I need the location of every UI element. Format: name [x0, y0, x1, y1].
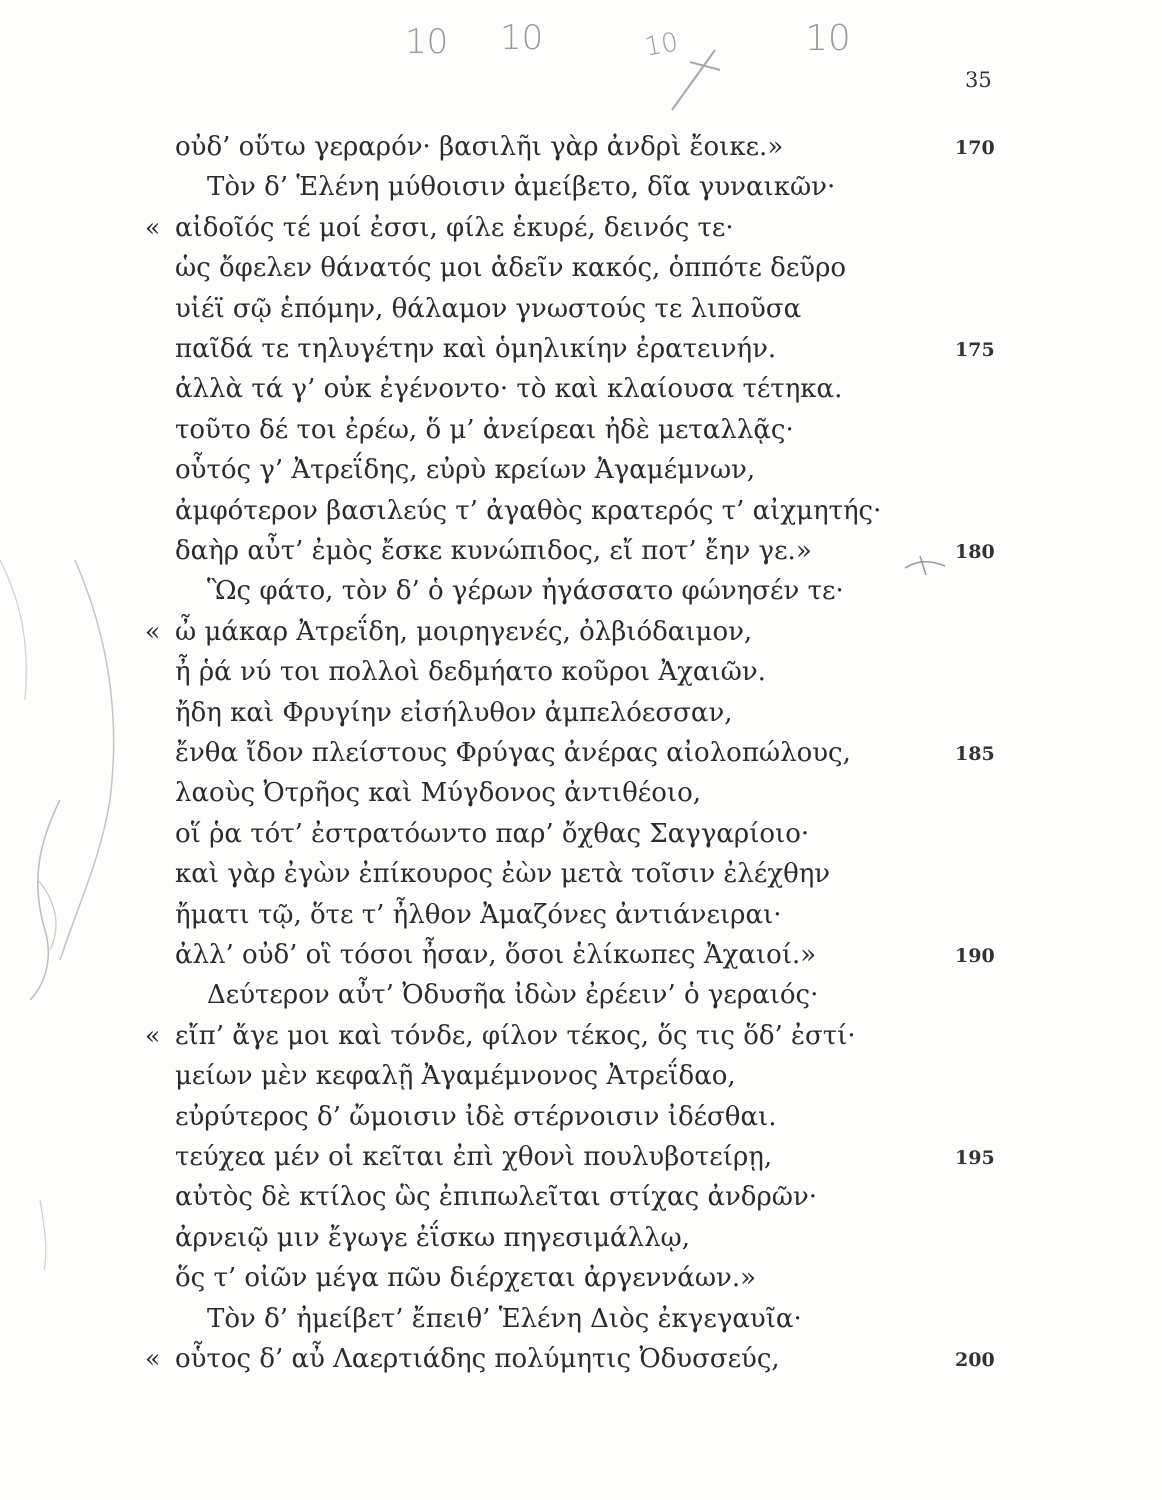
verse-line: [0, 1221, 1162, 1261]
verse-line: [0, 1342, 1162, 1382]
verse-line: [0, 938, 1162, 978]
line-number: 200: [955, 1349, 995, 1371]
verse-line: [0, 1140, 1162, 1180]
line-number: 195: [955, 1147, 995, 1169]
opening-quote-mark: «: [145, 1020, 161, 1050]
verse-text: λαοὺς Ὀτρῆος καὶ Μύγδονος ἀντιθέοιο,: [175, 778, 702, 809]
verse-line: [0, 857, 1162, 897]
verse-line: [0, 776, 1162, 816]
verse-text: ὅς τ’ οἰῶν μέγα πῶυ διέρχεται ἀργεννάων.»: [175, 1263, 757, 1294]
verse-line: [0, 211, 1162, 251]
verse-text: ἤματι τῷ, ὅτε τ’ ἦλθον Ἀμαζόνες ἀντιάνειραι·: [175, 899, 782, 930]
verse-text: παῖδά τε τηλυγέτην καὶ ὁμηλικίην ἐρατεινήν.: [175, 334, 777, 364]
verse-line: [0, 1302, 1162, 1342]
verse-text: ἀλλ’ οὐδ’ οἳ τόσοι ἦσαν, ὅσοι ἑλίκωπες Ἀχαιοί.»: [175, 940, 817, 970]
line-number: 190: [955, 945, 995, 967]
verse-text: οὗτος δ’ αὖ Λαερτιάδης πολύμητις Ὀδυσσεύς,: [175, 1344, 780, 1374]
verse-line: [0, 1180, 1162, 1220]
opening-quote-mark: «: [145, 212, 161, 242]
verse-text: Δεύτερον αὖτ’ Ὀδυσῆα ἰδὼν ἐρέειν’ ὁ γεραιός·: [207, 980, 819, 1011]
verse-text: ἔνθα ἴδον πλείστους Φρύγας ἀνέρας αἰολοπώλους,: [175, 738, 851, 768]
verse-text: οὗτός γ’ Ἀτρεΐδης, εὐρὺ κρείων Ἀγαμέμνων,: [175, 455, 756, 486]
verse-text: ἀλλὰ τά γ’ οὐκ ἐγένοντο· τὸ καὶ κλαίουσα τέτηκα.: [175, 374, 843, 405]
verse-text: ἦ ῥά νύ τοι πολλοὶ δεδμήατο κοῦροι Ἀχαιῶν.: [175, 657, 766, 688]
verse-line: [0, 413, 1162, 453]
verse-text: ὦ μάκαρ Ἀτρεΐδη, μοιρηγενές, ὀλβιόδαιμον,: [175, 616, 753, 647]
verse-text: εἴπ’ ἄγε μοι καὶ τόνδε, φίλον τέκος, ὅς τις ὅδ’ ἐστί·: [175, 1020, 856, 1051]
verse-line: [0, 898, 1162, 938]
verse-text: ἀρνειῷ μιν ἔγωγε ἐΐσκω πηγεσιμάλλῳ,: [175, 1222, 691, 1253]
line-number: 185: [955, 743, 995, 765]
verse-text: τεύχεα μέν οἱ κεῖται ἐπὶ χθονὶ πουλυβοτείρῃ,: [175, 1142, 773, 1172]
pencil-note-1: 10: [405, 22, 449, 62]
pencil-note-2: 10: [500, 18, 544, 58]
verse-text: Ὣς φάτο, τὸν δ’ ὁ γέρων ἠγάσσατο φώνησέν τε·: [207, 576, 844, 607]
verse-text: ἀμφότερον βασιλεύς τ’ ἀγαθὸς κρατερός τ’ αἰχμητής·: [175, 495, 882, 526]
verse-line: [0, 534, 1162, 574]
verse-line: [0, 251, 1162, 291]
verse-line: [0, 1261, 1162, 1301]
verse-line: [0, 332, 1162, 372]
pencil-note-3: 10: [642, 27, 681, 63]
verse-text: ἤδη καὶ Φρυγίην εἰσήλυθον ἀμπελόεσσαν,: [175, 697, 733, 728]
verse-line: [0, 817, 1162, 857]
verse-line: [0, 1059, 1162, 1099]
verse-line: [0, 978, 1162, 1018]
line-number: 180: [955, 541, 995, 563]
verse-line: [0, 170, 1162, 210]
verse-line: [0, 1019, 1162, 1059]
line-number: 170: [955, 137, 995, 159]
verse-text: δαὴρ αὖτ’ ἐμὸς ἔσκε κυνώπιδος, εἴ ποτ’ ἔην γε.»: [175, 536, 812, 566]
opening-quote-mark: «: [145, 616, 161, 646]
verse-text: μείων μὲν κεφαλῇ Ἀγαμέμνονος Ἀτρεΐδαο,: [175, 1061, 736, 1092]
verse-text: Τὸν δ’ ἠμείβετ’ ἔπειθ’ Ἑλένη Διὸς ἐκγεγαυῖα·: [207, 1303, 802, 1334]
pencil-note-4: 10: [805, 18, 851, 59]
verse-line: [0, 736, 1162, 776]
line-number: 175: [955, 339, 995, 361]
verse-text: υἱέϊ σῷ ἑπόμην, θάλαμον γνωστούς τε λιποῦσα: [175, 293, 802, 324]
verse-line: [0, 494, 1162, 534]
verse-line: [0, 292, 1162, 332]
verse-text: καὶ γὰρ ἐγὼν ἐπίκουρος ἐὼν μετὰ τοῖσιν ἐλέχθην: [175, 859, 831, 890]
page-number: 35: [965, 68, 992, 92]
verse-line: [0, 655, 1162, 695]
verse-text: τοῦτο δέ τοι ἐρέω, ὅ μ’ ἀνείρεαι ἠδὲ μεταλλᾷς·: [175, 414, 794, 445]
verse-line: [0, 615, 1162, 655]
opening-quote-mark: «: [145, 1344, 161, 1373]
verse-text: Τὸν δ’ Ἑλένη μύθοισιν ἀμείβετο, δῖα γυναικῶν·: [207, 172, 836, 203]
verse-line: [0, 372, 1162, 412]
verse-line: [0, 453, 1162, 493]
verse-text: αἰδοῖός τέ μοί ἐσσι, φίλε ἑκυρέ, δεινός τε·: [175, 212, 734, 243]
verse-line: [0, 574, 1162, 614]
verse-text: ὡς ὄφελεν θάνατός μοι ἁδεῖν κακός, ὁππότε δεῦρο: [175, 253, 847, 284]
verse-line: [0, 130, 1162, 170]
verse-text: οὐδ’ οὕτω γεραρόν· βασιλῆι γὰρ ἀνδρὶ ἔοικε.»: [175, 132, 784, 162]
verse-text: αὐτὸς δὲ κτίλος ὣς ἐπιπωλεῖται στίχας ἀνδρῶν·: [175, 1182, 818, 1213]
verse-text: εὐρύτερος δ’ ὤμοισιν ἰδὲ στέρνοισιν ἰδέσθαι.: [175, 1101, 777, 1132]
verse-text: οἵ ῥα τότ’ ἐστρατόωντο παρ’ ὄχθας Σαγγαρίοιο·: [175, 818, 810, 849]
verse-line: [0, 1100, 1162, 1140]
verse-line: [0, 696, 1162, 736]
